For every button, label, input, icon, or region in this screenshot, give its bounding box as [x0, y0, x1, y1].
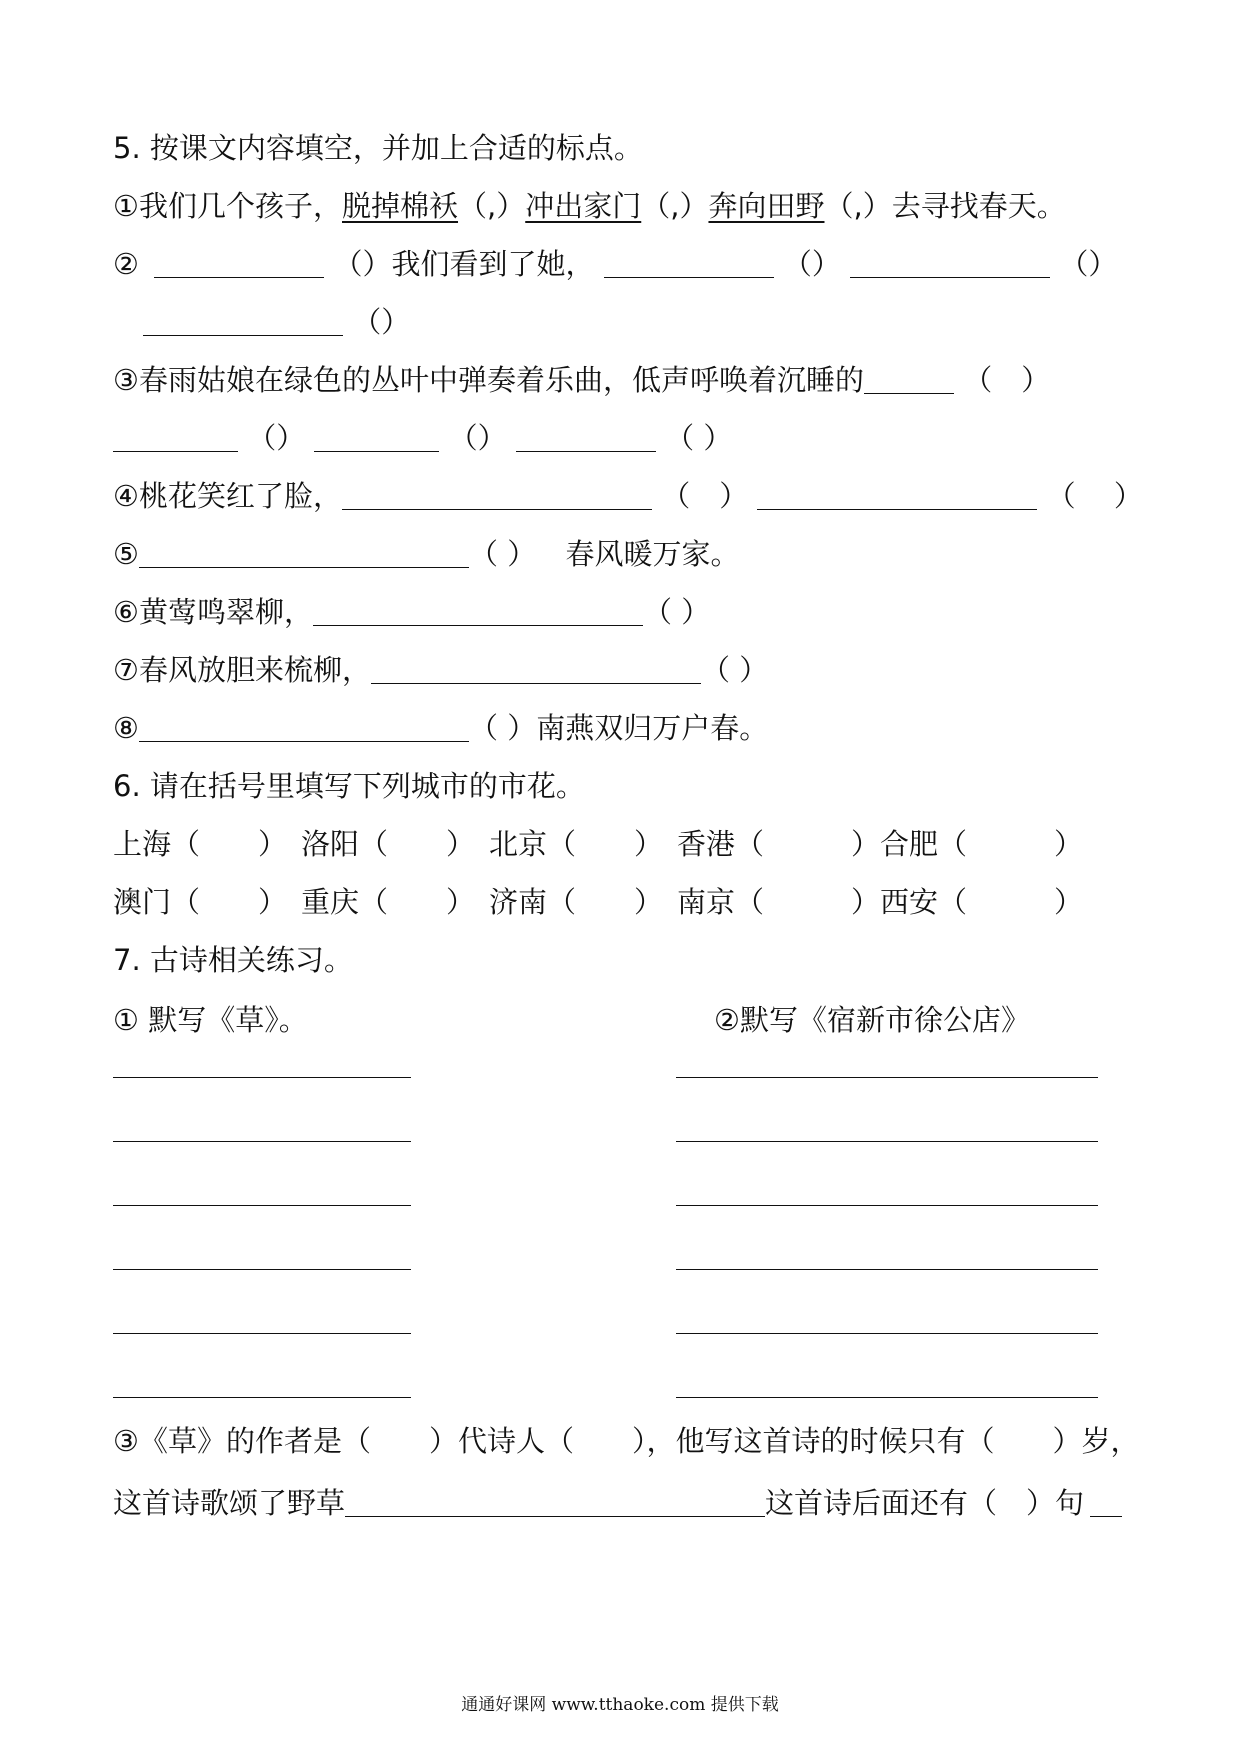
city-item: 南京（ ）	[677, 885, 881, 919]
answer-blank[interactable]	[604, 247, 774, 278]
answer-blank[interactable]	[314, 421, 439, 452]
answer-blank[interactable]	[139, 537, 469, 568]
answer-blank[interactable]	[864, 363, 954, 394]
answer-blank[interactable]	[516, 421, 656, 452]
q5-line-3b: （） （） （ ）	[113, 418, 732, 458]
answer-blank[interactable]	[313, 595, 643, 626]
q5-line-2: ② （）我们看到了她， （） （）	[113, 247, 1118, 281]
underlined-answer: 奔向田野	[708, 189, 825, 223]
city-item: 北京（ ）	[489, 827, 664, 861]
answer-blank[interactable]	[1090, 1486, 1122, 1517]
q5-title: 5. 按课文内容填空，并加上合适的标点。	[113, 131, 643, 165]
underlined-answer: 脱掉棉袄	[342, 189, 459, 223]
q5-line-7: ⑦春风放胆来梳柳， （ ）	[113, 653, 769, 687]
q7-part3-line-2: 这首诗歌颂了野草 这首诗后面还有（ ）句	[113, 1483, 1122, 1523]
q7-title: 7. 古诗相关练习。	[113, 943, 353, 977]
q5-line-8: ⑧ （ ）南燕双归万户春。	[113, 711, 769, 745]
writing-line[interactable]	[113, 1269, 411, 1270]
writing-line[interactable]	[676, 1205, 1098, 1206]
writing-line[interactable]	[113, 1205, 411, 1206]
writing-line[interactable]	[676, 1141, 1098, 1142]
answer-blank[interactable]	[113, 421, 238, 452]
city-item: 济南（ ）	[489, 885, 664, 919]
q6-title: 6. 请在括号里填写下列城市的市花。	[113, 769, 585, 803]
answer-blank[interactable]	[757, 479, 1037, 510]
answer-blank[interactable]	[139, 711, 469, 742]
q5-line-4: ④桃花笑红了脸， （ ） （ ）	[113, 479, 1143, 513]
answer-blank[interactable]	[342, 479, 652, 510]
q5-line-5: ⑤ （ ） 春风暖万家。	[113, 537, 740, 571]
writing-line[interactable]	[676, 1269, 1098, 1270]
q5-line-1: ①我们几个孩子，脱掉棉袄（,）冲出家门（,）奔向田野（,）去寻找春天。	[113, 189, 1066, 223]
q5-line-2b: （）	[143, 302, 410, 342]
writing-line[interactable]	[676, 1397, 1098, 1398]
underlined-answer: 冲出家门	[525, 189, 642, 223]
city-item: 香港（ ）	[677, 827, 881, 861]
q5-line-3: ③春雨姑娘在绿色的丛叶中弹奏着乐曲，低声呼唤着沉睡的 （ ）	[113, 363, 1051, 397]
answer-blank[interactable]	[154, 247, 324, 278]
writing-line[interactable]	[113, 1077, 411, 1078]
q7-left-title: ① 默写《草》。	[113, 1003, 308, 1037]
city-item: 重庆（ ）	[301, 885, 476, 919]
city-item: 澳门（ ）	[113, 885, 288, 919]
writing-line[interactable]	[676, 1077, 1098, 1078]
writing-line[interactable]	[113, 1141, 411, 1142]
city-item: 合肥（ ）	[880, 827, 1084, 861]
q7-part3-line-1: ③《草》的作者是（ ）代诗人（ ），他写这首诗的时候只有（ ）岁，	[113, 1424, 1140, 1458]
city-item: 上海（ ）	[113, 827, 288, 861]
writing-line[interactable]	[676, 1333, 1098, 1334]
footer-credit: 通通好课网 www.tthaoke.com 提供下载	[461, 1695, 779, 1715]
writing-line[interactable]	[113, 1333, 411, 1334]
answer-blank[interactable]	[345, 1486, 765, 1517]
q7-right-title: ②默写《宿新市徐公店》	[714, 1003, 1030, 1037]
answer-blank[interactable]	[850, 247, 1050, 278]
city-item: 洛阳（ ）	[301, 827, 476, 861]
city-item: 西安（ ）	[880, 885, 1084, 919]
answer-blank[interactable]	[143, 305, 343, 336]
answer-blank[interactable]	[371, 653, 701, 684]
writing-line[interactable]	[113, 1397, 411, 1398]
q5-line-6: ⑥黄莺鸣翠柳， （ ）	[113, 595, 711, 629]
